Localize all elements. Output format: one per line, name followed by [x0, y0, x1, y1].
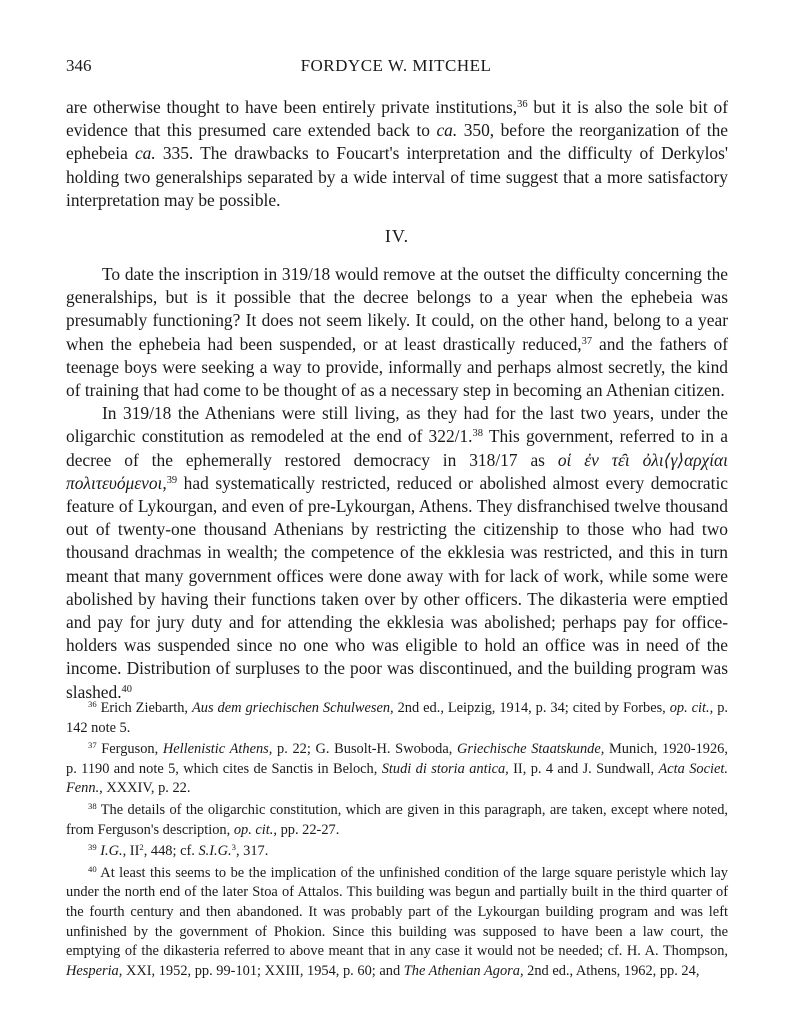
page-number: 346 [66, 56, 92, 75]
main-text [66, 96, 728, 704]
paragraph-oligarchy: In 319/18 the Athenians were still living, as they had for the last two years, under the oligarchic constitution as remodeled at the end of 322/1.38 This government, referred to in a decree of the ephemerally restored democracy in 318/17 as οἱ ἐν τε̑ι ὀλι⟨γ⟩αρχίαι πολιτευόμενοι,$^{39}$ had systematically restricted, reduced or abolished almost every democratic feature of Lykourgan, and even of pre-Lykourgan, Athens. They disfranchised twelve thousand out of twenty-one thousand Athenians by restricting the citizenship to those who had two thousand drachmas in wealth; the competence of the ekklesia was restricted, and this in turn meant that many government offices were done away with for lack of work, while some were abolished by having their functions taken over by other officers. The dikasteria were emptied and pay for jury duty and for attending the ekklesia was abolished; perhaps pay for office-holders was suspended since no one who was eligible to hold an office was in need of the income. Distribution of surpluses to the poor was discontinued, and the building program was slashed.$^{40}$ [66, 403, 729, 702]
paragraph-continued: are otherwise thought to have been entirely private institutions,$^{36}$ but it is also the sole bit of evidence that this presumed care extended back to ca. 350, before the reorganization of the ephebeia ca. 335. The drawbacks to Foucart's interpretation and the difficulty of Derkylos' holding two generalships separated by a wide interval of time suggest that a more satisfactory interpretation may be possible. [66, 97, 729, 210]
footnotes [66, 699, 728, 981]
footnote-40: $^{40}$ At least this seems to be the implication of the unfinished condition of the large square peristyle which lay under the north end of the later Stoa of Attalos. This building was begun and partially built in the third quarter of the fourth century and then abandoned. It was probably part of the Lykourgan building program and was left unfinished by the government of Phokion. Since this building was supposed to have been a law court, the emptying of the dikasteria referred to above meant that in any case it would not be needed; cf. H. A. Thompson, Hesperia, XXI, 1952, pp. 99-101; XXIII, 1954, p. 60; and The Athenian Agora, 2nd ed., Athens, 1962, pp. 24, [66, 863, 728, 979]
footnote-ref-36[interactable]: 36 [517, 98, 528, 110]
footnote-ref-40[interactable]: 40 [121, 683, 132, 695]
paragraph-dating: To date the inscription in 319/18 would remove at the outset the difficulty concerning the generalships, but is it possible that the decree belongs to a year when the ephebeia was presumably functioning? It does not seem likely. It could, on the other hand, belong to a year when the ephebeia had been suspended, or at least drastically reduced,$^{37}$ and the fathers of teenage boys were seeking a way to provide, informally and perhaps almost secretly, the kind of training that had come to be thought of as a necessary step in becoming an Athenian citizen. [66, 264, 728, 401]
footnote-38: $^{38}$ The details of the oligarchic constitution, which are given in this paragraph, are taken, except where noted, from Ferguson's description, op. cit., pp. 22-27. [66, 800, 728, 838]
section-heading: IV. [384, 226, 410, 247]
footnote-37: $^{37}$ Ferguson, Hellenistic Athens, p. 22; G. Busolt-H. Swoboda, Griechische Staatskunde, Munich, 1920-1926, p. 1190 and note 5, which cites de Sanctis in Beloch, Studi di storia antica, II, p. 4 and J. Sundwall, Acta Societ. Fenn., XXXIV, p. 22. [66, 740, 728, 797]
footnote-ref-38[interactable]: 38 [472, 428, 483, 440]
footnote-ref-39[interactable]: 39 [166, 474, 178, 486]
running-title: FORDYCE W. MITCHEL [300, 56, 492, 75]
footnote-ref-37[interactable]: 37 [581, 335, 593, 347]
footnote-36: $^{36}$ Erich Ziebarth, Aus dem griechischen Schulwesen, 2nd ed., Leipzig, 1914, p. 34; cited by Forbes, op. cit., p. 142 note 5. [66, 698, 728, 736]
page-header [66, 56, 726, 78]
greek-quotation: οἱ ἐν τε̑ι ὀλι⟨γ⟩αρχίαι πολιτευόμενοι, [66, 449, 729, 493]
footnote-39: $^{39}$ I.G., $II^2$, 448; cf. S.I.G.$^3$, 317. [88, 841, 269, 860]
